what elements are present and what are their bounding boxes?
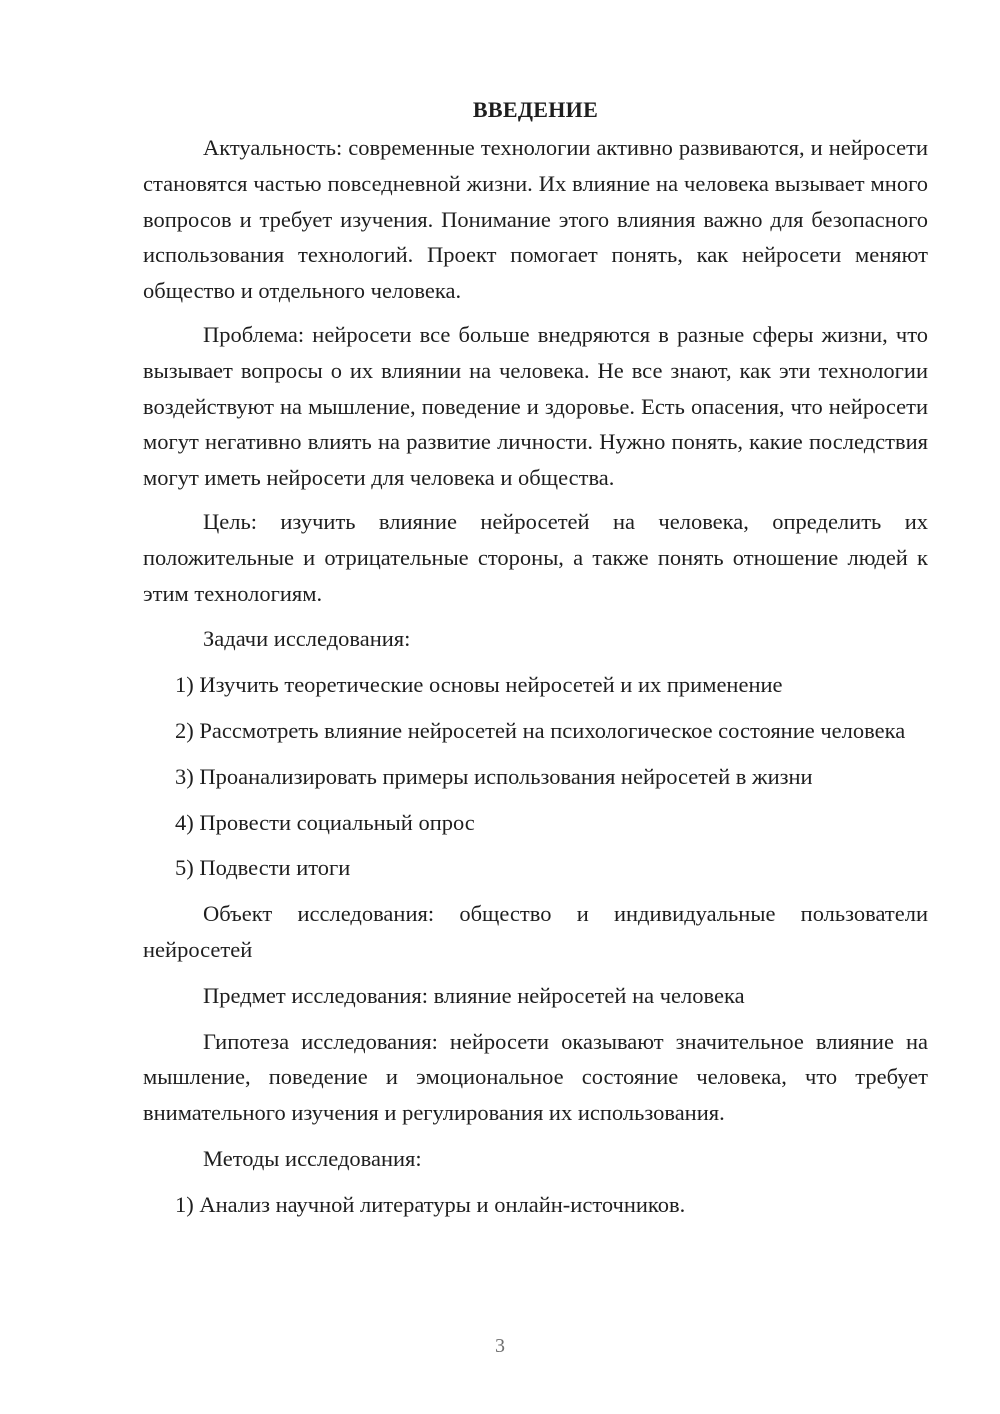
task-item: 1) Изучить теоретические основы нейросетей и их применение bbox=[175, 672, 783, 698]
subject-paragraph: Предмет исследования: влияние нейросетей на человека bbox=[203, 982, 745, 1008]
task-item: 3) Проанализировать примеры использования нейросетей в жизни bbox=[175, 763, 813, 789]
tasks-heading: Задачи исследования: bbox=[203, 626, 411, 652]
method-item: 1) Анализ научной литературы и онлайн-источников. bbox=[175, 1191, 686, 1217]
object-paragraph: Объект исследования: общество и индивидуальные пользователи нейросетей bbox=[143, 901, 928, 962]
task-item: 2) Рассмотреть влияние нейросетей на психологическое состояние человека bbox=[175, 717, 906, 743]
document-page bbox=[143, 94, 928, 1223]
task-item: 4) Провести социальный опрос bbox=[175, 809, 475, 835]
page-number: 3 bbox=[495, 1335, 505, 1357]
methods-heading: Методы исследования: bbox=[203, 1145, 422, 1171]
goal-paragraph: Цель: изучить влияние нейросетей на человека, определить их положительные и отрицательные стороны, а также понять отношение людей к этим технологиям. bbox=[143, 508, 928, 606]
task-item: 5) Подвести итоги bbox=[175, 855, 351, 881]
relevance-paragraph: Актуальность: современные технологии активно развиваются, и нейросети становятся частью повседневной жизни. Их влияние на человека вызывает много вопросов и требует изучения. Понимание этого влияния важно для безопасного использования технологий. Проект помогает понять, как нейросети меняют общество и отдельного человека. bbox=[143, 135, 928, 304]
hypothesis-paragraph: Гипотеза исследования: нейросети оказывают значительное влияние на мышление, поведение и эмоциональное состояние человека, что требует внимательного изучения и регулирования их использования. bbox=[143, 1028, 928, 1126]
page-title: ВВЕДЕНИЕ bbox=[472, 97, 599, 122]
problem-paragraph: Проблема: нейросети все больше внедряются в разные сферы жизни, что вызывает вопросы о их влиянии на человека. Не все знают, как эти технологии воздействуют на мышление, поведение и здоровье. Есть опасения, что нейросети могут негативно влиять на развитие личности. Нужно понять, какие последствия могут иметь нейросети для человека и общества. bbox=[143, 321, 928, 491]
